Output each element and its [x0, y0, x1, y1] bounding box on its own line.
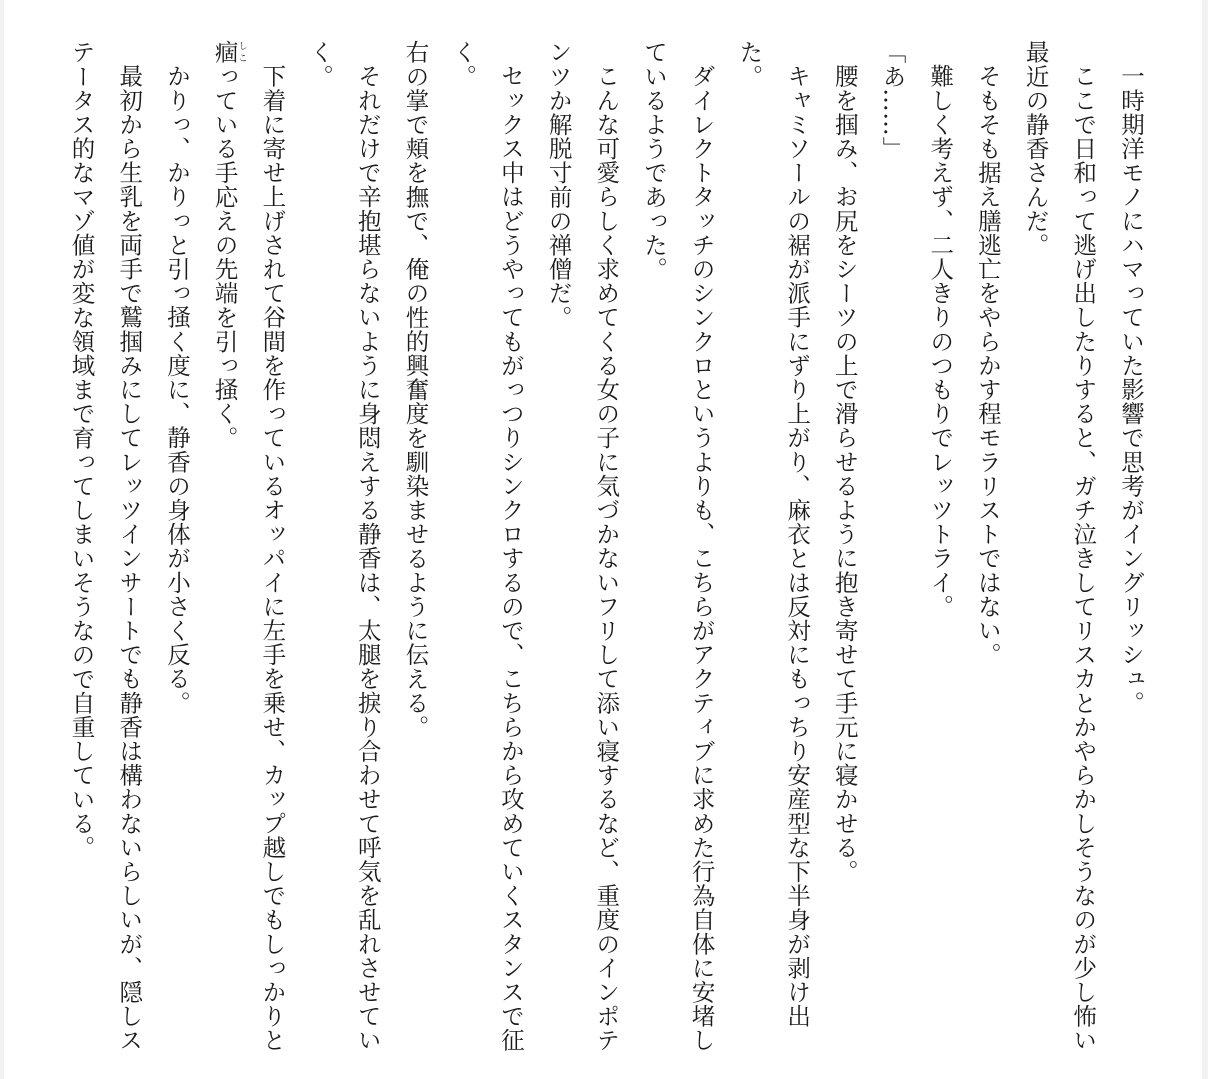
ruby-word: [210, 40, 247, 65]
paragraph-1: 一時期洋モノにハマっていた影響で思考がイングリッシュ。: [1117, 63, 1145, 715]
paragraph-12: それだけで辛抱堪らないように身悶えする静香は、太腿を捩り合わせて呼気を乱れさせていく。: [306, 40, 382, 1052]
paragraph-11: 右の掌で頬を撫で、俺の性的興奮度を馴染ませるように伝える。: [401, 40, 430, 739]
paragraph-2: ここで日和って逃げ出したりすると、ガチ泣きしてリスカとかやらかしそうなのが少し怖い最近の静香さんだ。: [1021, 40, 1098, 1052]
paragraph-15: 最初から生乳を両手で鷲掴みにしてレッツインサートでも静香は構わないらしいが、隠しステータス的なマゾ値が変な領域まで育ってしまいそうなので自重している。: [67, 40, 144, 1052]
paragraph-14: かりっ、かりっと引っ掻く度に、静香の身体が小さく反る。: [162, 63, 191, 715]
paragraph-6: 腰を掴み、お尻をシーツの上で滑らせるように抱き寄せて手元に寝かせる。: [830, 63, 859, 883]
paragraph-7: キャミソールの裾が派手にずり上がり、麻衣とは反対にもっちり安産型な下半身が剥け出た。: [735, 40, 812, 1028]
paragraph-3: そもそも据え膳逃亡をやらかす程モラリストではない。: [973, 63, 1002, 666]
paragraph-9: こんな可愛らしく求めてくる女の子に気づかないフリして添い寝するなど、重度のインポテンツか解脱寸前の禅僧だ。: [544, 40, 621, 1052]
ruby-base: 痼: [210, 40, 239, 65]
paragraph-13-after: っている手応えの先端を引っ掻く。: [210, 64, 239, 450]
paragraph-8: ダイレクトタッチのシンクロというよりも、こちらがアクティブに求めた行為自体に安堵しているようであった。: [639, 40, 716, 1052]
paragraph-13-before: 下着に寄せ上げされて谷間を作っているオッパイに左手を乗せ、カップ越しでもしっかりと: [258, 63, 287, 1052]
page-edge-right: [1202, 0, 1208, 1079]
paragraph-4: 難しく考えず、二人きりのつもりでレッツトライ。: [926, 63, 955, 618]
paragraph-10: セックス中はどうやってもがっつりシンクロするので、こちらから攻めていくスタンスで征く。: [449, 40, 525, 1052]
page-edge-left: [0, 0, 4, 1079]
paragraph-13: [200, 40, 295, 1070]
dialogue-line: 「あ……」: [878, 40, 907, 161]
ruby-reading: しこ: [236, 40, 247, 65]
vertical-text-body: [57, 40, 1154, 1070]
